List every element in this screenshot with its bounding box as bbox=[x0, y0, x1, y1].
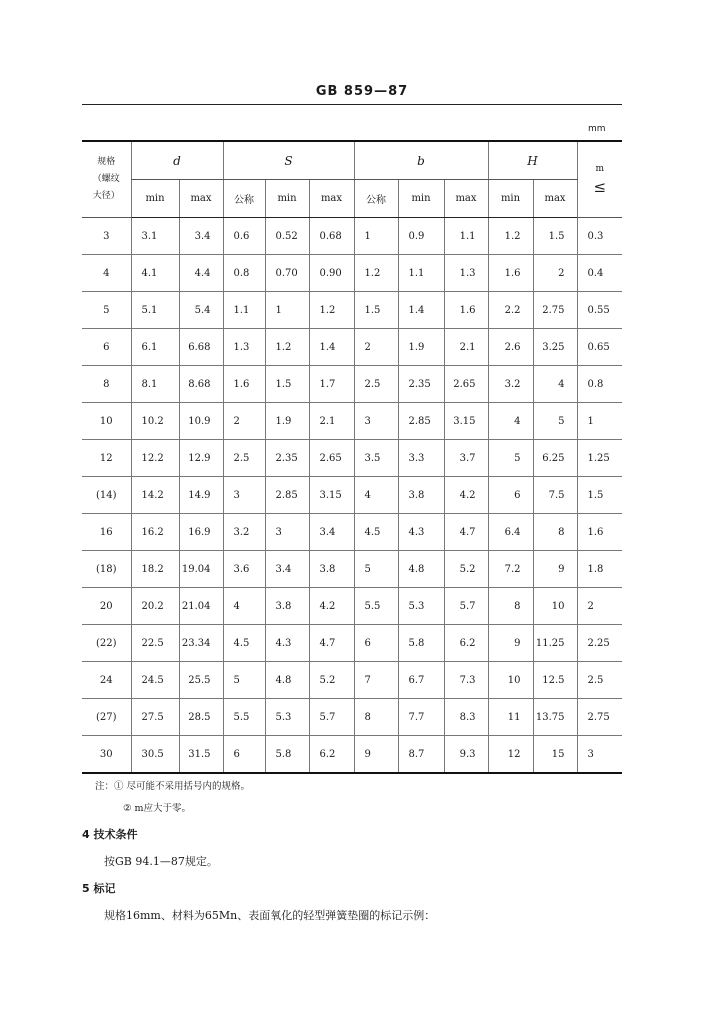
table-cell: 2.1 bbox=[309, 403, 354, 440]
table-cell: 1.5 bbox=[577, 477, 622, 514]
table-cell: 3.15 bbox=[309, 477, 354, 514]
table-cell: 3 bbox=[223, 477, 265, 514]
table-cell: 3 bbox=[265, 514, 309, 551]
table-cell: 5.3 bbox=[265, 699, 309, 736]
table-cell: 12.9 bbox=[179, 440, 223, 477]
table-cell: 5.8 bbox=[398, 625, 444, 662]
table-row bbox=[82, 588, 622, 625]
table-cell: 5.2 bbox=[309, 662, 354, 699]
table-cell: 6 bbox=[223, 736, 265, 774]
table-cell: 30.5 bbox=[131, 736, 179, 774]
table-cell: 22.5 bbox=[131, 625, 179, 662]
table-cell: 2.6 bbox=[488, 329, 533, 366]
table-cell: 1.2 bbox=[488, 218, 533, 255]
table-cell: 8.3 bbox=[444, 699, 488, 736]
table-row bbox=[82, 699, 622, 736]
spec-header-line-3: 大径） bbox=[92, 191, 120, 201]
table-cell: 13.75 bbox=[533, 699, 577, 736]
spec-header-line-2: （螺纹 bbox=[92, 174, 120, 184]
table-cell: 8 bbox=[533, 514, 577, 551]
table-cell: 4.2 bbox=[444, 477, 488, 514]
table-cell: 14.9 bbox=[179, 477, 223, 514]
table-cell: 10.9 bbox=[179, 403, 223, 440]
table-cell: 0.70 bbox=[265, 255, 309, 292]
table-cell: 10 bbox=[533, 588, 577, 625]
unit-label: mm bbox=[588, 124, 606, 134]
table-cell: 2.5 bbox=[223, 440, 265, 477]
group-header-b: b bbox=[354, 141, 488, 180]
group-header-s: S bbox=[223, 141, 354, 180]
table-row bbox=[82, 551, 622, 588]
table-cell: 3.8 bbox=[398, 477, 444, 514]
note-2: ② m应大于零。 bbox=[123, 803, 192, 814]
section-5-title: 5 标记 bbox=[82, 882, 116, 895]
table-cell: 10 bbox=[488, 662, 533, 699]
table-cell: 12.5 bbox=[533, 662, 577, 699]
group-header-h: H bbox=[488, 141, 577, 180]
sub-header: 公称 bbox=[354, 180, 398, 218]
table-cell: 1.3 bbox=[223, 329, 265, 366]
table-cell: 2.25 bbox=[577, 625, 622, 662]
table-cell: 0.6 bbox=[223, 218, 265, 255]
table-cell: 0.3 bbox=[577, 218, 622, 255]
table-cell: 2.85 bbox=[398, 403, 444, 440]
table-cell: 1.2 bbox=[265, 329, 309, 366]
sub-header: min bbox=[488, 180, 533, 218]
table-notes bbox=[95, 776, 250, 820]
table-cell: 0.68 bbox=[309, 218, 354, 255]
table-row bbox=[82, 440, 622, 477]
table-cell: 6 bbox=[82, 329, 131, 366]
table-cell: 7.2 bbox=[488, 551, 533, 588]
table-cell: 16.9 bbox=[179, 514, 223, 551]
table-cell: 8 bbox=[354, 699, 398, 736]
table-row bbox=[82, 292, 622, 329]
table-cell: 28.5 bbox=[179, 699, 223, 736]
table-cell: 2.65 bbox=[309, 440, 354, 477]
section-4-title: 4 技术条件 bbox=[82, 828, 138, 841]
table-cell: 3.25 bbox=[533, 329, 577, 366]
table-cell: 2.75 bbox=[577, 699, 622, 736]
table-cell: 1.3 bbox=[444, 255, 488, 292]
table-cell: 5.5 bbox=[354, 588, 398, 625]
table-cell: 1 bbox=[577, 403, 622, 440]
table-cell: 4.5 bbox=[223, 625, 265, 662]
group-header-d: d bbox=[131, 141, 223, 180]
table-cell: 14.2 bbox=[131, 477, 179, 514]
table-cell: 0.90 bbox=[309, 255, 354, 292]
table-cell: 0.55 bbox=[577, 292, 622, 329]
table-cell: 2.1 bbox=[444, 329, 488, 366]
table-cell: 1.9 bbox=[265, 403, 309, 440]
table-cell: 4.8 bbox=[265, 662, 309, 699]
table-cell: 1.25 bbox=[577, 440, 622, 477]
m-symbol: m bbox=[595, 163, 605, 174]
table-cell: 1.9 bbox=[398, 329, 444, 366]
standard-number: GB 859—87 bbox=[315, 84, 409, 99]
table-row bbox=[82, 477, 622, 514]
table-cell: 6 bbox=[488, 477, 533, 514]
table-cell: 8.1 bbox=[131, 366, 179, 403]
table-cell: 25.5 bbox=[179, 662, 223, 699]
table-cell: 4.3 bbox=[265, 625, 309, 662]
table-cell: 0.9 bbox=[398, 218, 444, 255]
table-cell: 1 bbox=[354, 218, 398, 255]
table-cell: 11.25 bbox=[533, 625, 577, 662]
table-cell: 6.68 bbox=[179, 329, 223, 366]
table-cell: 1.6 bbox=[223, 366, 265, 403]
table-cell: 4 bbox=[223, 588, 265, 625]
table-cell: 1.1 bbox=[223, 292, 265, 329]
table-cell: (18) bbox=[82, 551, 131, 588]
table-cell: 7.3 bbox=[444, 662, 488, 699]
table-cell: 23.34 bbox=[179, 625, 223, 662]
table-cell: 8.68 bbox=[179, 366, 223, 403]
table-cell: 6.4 bbox=[488, 514, 533, 551]
table-cell: 3.4 bbox=[309, 514, 354, 551]
sub-header: min bbox=[265, 180, 309, 218]
sub-header: max bbox=[533, 180, 577, 218]
table-cell: 7.5 bbox=[533, 477, 577, 514]
table-cell: 3 bbox=[82, 218, 131, 255]
table-cell: 5.2 bbox=[444, 551, 488, 588]
table-cell: 5 bbox=[354, 551, 398, 588]
table-cell: 0.4 bbox=[577, 255, 622, 292]
table-cell: 9 bbox=[354, 736, 398, 774]
table-cell: 1.5 bbox=[354, 292, 398, 329]
table-cell: 8.7 bbox=[398, 736, 444, 774]
table-row bbox=[82, 329, 622, 366]
table-cell: 30 bbox=[82, 736, 131, 774]
table-cell: 1.2 bbox=[354, 255, 398, 292]
le-symbol: ≤ bbox=[593, 177, 607, 196]
table-cell: 0.52 bbox=[265, 218, 309, 255]
table-cell: 3.15 bbox=[444, 403, 488, 440]
table-cell: 6.1 bbox=[131, 329, 179, 366]
table-cell: 2.35 bbox=[265, 440, 309, 477]
table-row bbox=[82, 218, 622, 255]
table-cell: 3.4 bbox=[179, 218, 223, 255]
note-1: 注：① 尽可能不采用括号内的规格。 bbox=[95, 781, 251, 792]
table-cell: 4.1 bbox=[131, 255, 179, 292]
table-cell: 3.8 bbox=[309, 551, 354, 588]
table-row bbox=[82, 514, 622, 551]
table-cell: 1.6 bbox=[444, 292, 488, 329]
table-cell: 2 bbox=[533, 255, 577, 292]
table-cell: 4.3 bbox=[398, 514, 444, 551]
sub-header: min bbox=[131, 180, 179, 218]
table-cell: 0.8 bbox=[577, 366, 622, 403]
table-row bbox=[82, 662, 622, 699]
table-cell: 3.7 bbox=[444, 440, 488, 477]
sub-header: max bbox=[444, 180, 488, 218]
table-cell: 15 bbox=[533, 736, 577, 774]
table-cell: 1.8 bbox=[577, 551, 622, 588]
table-cell: 1.4 bbox=[309, 329, 354, 366]
table-cell: 1.1 bbox=[444, 218, 488, 255]
spec-header bbox=[82, 141, 131, 218]
section-4-text: 按GB 94.1—87规定。 bbox=[104, 855, 218, 868]
table-cell: 4.8 bbox=[398, 551, 444, 588]
table-cell: 19.04 bbox=[179, 551, 223, 588]
table-cell: 1.7 bbox=[309, 366, 354, 403]
table-cell: 5.4 bbox=[179, 292, 223, 329]
table-cell: 4.7 bbox=[309, 625, 354, 662]
table-cell: 6.25 bbox=[533, 440, 577, 477]
table-cell: 5.5 bbox=[223, 699, 265, 736]
table-cell: 6.7 bbox=[398, 662, 444, 699]
table-cell: 3.1 bbox=[131, 218, 179, 255]
table-cell: 2.35 bbox=[398, 366, 444, 403]
table-cell: 3.6 bbox=[223, 551, 265, 588]
table-cell: 12 bbox=[488, 736, 533, 774]
table-cell: 6 bbox=[354, 625, 398, 662]
table-cell: 3.8 bbox=[265, 588, 309, 625]
table-cell: 6.2 bbox=[309, 736, 354, 774]
table-cell: 24 bbox=[82, 662, 131, 699]
table-cell: 6.2 bbox=[444, 625, 488, 662]
table-cell: 1.5 bbox=[265, 366, 309, 403]
table-cell: 10.2 bbox=[131, 403, 179, 440]
table-cell: 12.2 bbox=[131, 440, 179, 477]
table-cell: 4 bbox=[533, 366, 577, 403]
sub-header: max bbox=[179, 180, 223, 218]
table-cell: 5 bbox=[82, 292, 131, 329]
table-cell: 9.3 bbox=[444, 736, 488, 774]
table-cell: 0.65 bbox=[577, 329, 622, 366]
dimension-table bbox=[82, 140, 622, 774]
table-cell: 1.6 bbox=[577, 514, 622, 551]
table-cell: 1.5 bbox=[533, 218, 577, 255]
table-cell: 4.7 bbox=[444, 514, 488, 551]
table-cell: 1.6 bbox=[488, 255, 533, 292]
table-cell: 31.5 bbox=[179, 736, 223, 774]
table-body bbox=[82, 218, 622, 774]
table-cell: (27) bbox=[82, 699, 131, 736]
table-cell: 16 bbox=[82, 514, 131, 551]
table-cell: 5 bbox=[223, 662, 265, 699]
table-cell: 3.4 bbox=[265, 551, 309, 588]
header-rule bbox=[82, 104, 622, 105]
table-cell: 1.1 bbox=[398, 255, 444, 292]
table-cell: 7.7 bbox=[398, 699, 444, 736]
table-cell: 5.3 bbox=[398, 588, 444, 625]
table-cell: 2.85 bbox=[265, 477, 309, 514]
sub-header: max bbox=[309, 180, 354, 218]
group-header-m bbox=[577, 141, 622, 218]
sub-header: min bbox=[398, 180, 444, 218]
table-cell: 4.2 bbox=[309, 588, 354, 625]
spec-header-line-1: 规格 bbox=[97, 157, 116, 167]
table-cell: 9 bbox=[533, 551, 577, 588]
table-cell: 12 bbox=[82, 440, 131, 477]
table-cell: 4.4 bbox=[179, 255, 223, 292]
table-cell: 0.8 bbox=[223, 255, 265, 292]
table-cell: 7 bbox=[354, 662, 398, 699]
table-cell: 5.7 bbox=[444, 588, 488, 625]
table-cell: 5 bbox=[488, 440, 533, 477]
table-cell: 5 bbox=[533, 403, 577, 440]
table-cell: 2 bbox=[354, 329, 398, 366]
table-row bbox=[82, 736, 622, 774]
table-cell: 27.5 bbox=[131, 699, 179, 736]
table-cell: 2 bbox=[223, 403, 265, 440]
table-cell: 8 bbox=[82, 366, 131, 403]
table-cell: 1.4 bbox=[398, 292, 444, 329]
table-cell: 2.5 bbox=[577, 662, 622, 699]
table-row bbox=[82, 403, 622, 440]
table-cell: 10 bbox=[82, 403, 131, 440]
table-cell: 2 bbox=[577, 588, 622, 625]
table-cell: 8 bbox=[488, 588, 533, 625]
table-cell: 4 bbox=[82, 255, 131, 292]
table-cell: 24.5 bbox=[131, 662, 179, 699]
table-cell: 1.2 bbox=[309, 292, 354, 329]
table-cell: 3 bbox=[354, 403, 398, 440]
table-cell: 4 bbox=[488, 403, 533, 440]
table-cell: (14) bbox=[82, 477, 131, 514]
table-cell: 4 bbox=[354, 477, 398, 514]
table-cell: 3.2 bbox=[488, 366, 533, 403]
table-cell: 21.04 bbox=[179, 588, 223, 625]
table-cell: 18.2 bbox=[131, 551, 179, 588]
table-cell: 4.5 bbox=[354, 514, 398, 551]
table-cell: 1 bbox=[265, 292, 309, 329]
table-cell: 3.2 bbox=[223, 514, 265, 551]
sub-header: 公称 bbox=[223, 180, 265, 218]
table-cell: 3 bbox=[577, 736, 622, 774]
table-cell: 20 bbox=[82, 588, 131, 625]
table-cell: 2.65 bbox=[444, 366, 488, 403]
table-cell: 2.75 bbox=[533, 292, 577, 329]
table-cell: 3.3 bbox=[398, 440, 444, 477]
table-cell: 5.7 bbox=[309, 699, 354, 736]
table-cell: 11 bbox=[488, 699, 533, 736]
table-cell: 16.2 bbox=[131, 514, 179, 551]
table-cell: 2.2 bbox=[488, 292, 533, 329]
table-cell: 3.5 bbox=[354, 440, 398, 477]
table-row bbox=[82, 366, 622, 403]
table-cell: 5.8 bbox=[265, 736, 309, 774]
section-5-text: 规格16mm、材料为65Mn、表面氧化的轻型弹簧垫圈的标记示例： bbox=[104, 909, 436, 922]
table-cell: 9 bbox=[488, 625, 533, 662]
table-cell: 20.2 bbox=[131, 588, 179, 625]
table-cell: 2.5 bbox=[354, 366, 398, 403]
table-row bbox=[82, 255, 622, 292]
table-row bbox=[82, 625, 622, 662]
table-cell: 5.1 bbox=[131, 292, 179, 329]
table-cell: (22) bbox=[82, 625, 131, 662]
